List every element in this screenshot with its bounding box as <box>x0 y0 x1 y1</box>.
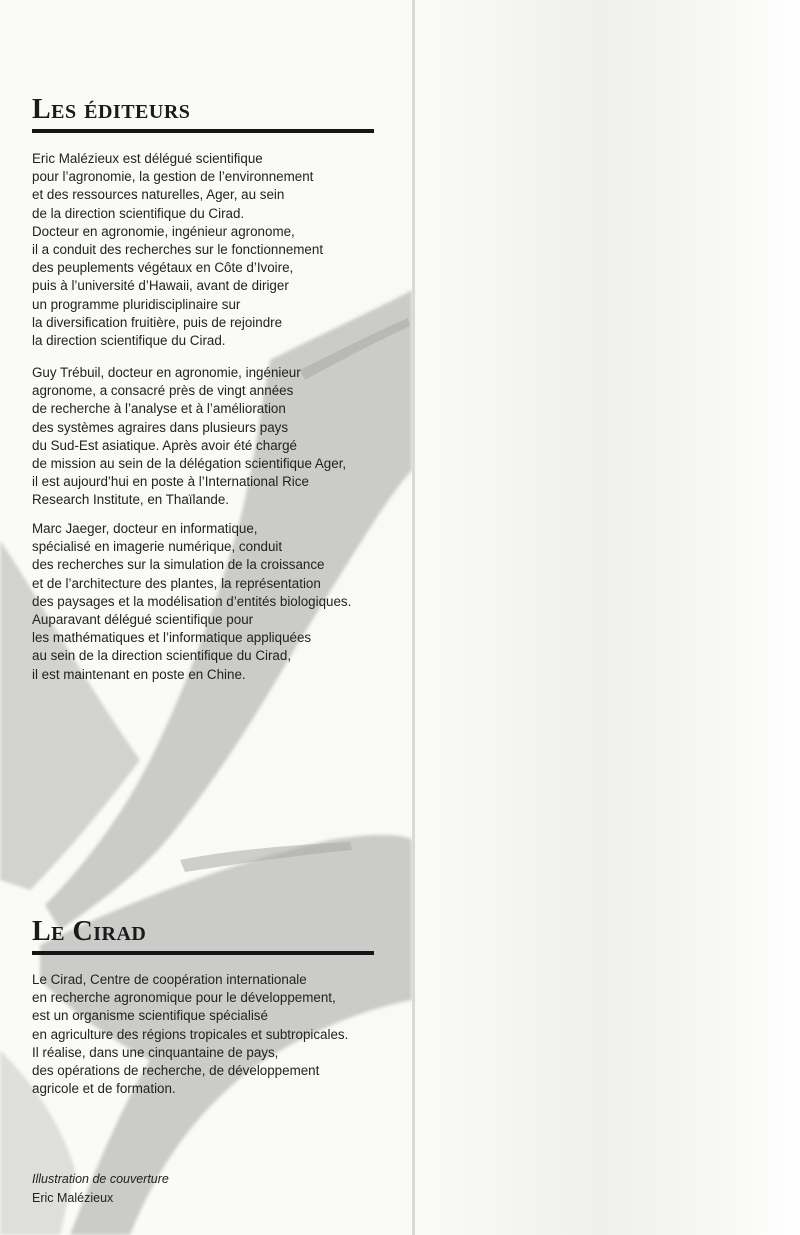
bio-malezieux: Eric Malézieux est délégué scientifique pour l’agronomie, la gestion de l’environnement et des ressources naturelles, Ager, au sein de la direction scientifique du Cirad. Docteur en agronomie, ingénieur agronome, il a conduit des recherches sur le fonctionnement des peuplements végétaux en Côte d’Ivoire, puis à l’université d’Hawaii, avant de diriger un programme pluridisciplinaire sur la diversification fruitière, puis de rejoindre la direction scientifique du Cirad. <box>32 151 324 349</box>
editeurs-heading-rule <box>32 129 374 133</box>
cirad-description: Le Cirad, Centre de coopération internationale en recherche agronomique pour le développement, est un organisme scientifique spécialisé en agriculture des régions tropicales et subtropicales. Il réalise, dans une cinquantaine de pays, des opérations de recherche, de développement agricole et de formation. <box>32 972 349 1097</box>
bio-trebuil: Guy Trébuil, docteur en agronomie, ingénieur agronome, a consacré près de vingt années de recherche à l’analyse et à l’amélioration des systèmes agraires dans plusieurs pays du Sud-Est asiatique. Après avoir été chargé de mission au sein de la délégation scientifique Ager, il est aujourd’hui en poste à l’International Rice Research Institute, en Thaïlande. <box>32 365 347 508</box>
bio-jaeger: Marc Jaeger, docteur en informatique, spécialisé en imagerie numérique, conduit des recherches sur la simulation de la croissance et de l’architecture des plantes, la représentation des paysages et la modélisation d’entités biologiques. Auparavant délégué scientifique pour les mathématiques et l’informatique appliquées au sein de la direction scientifique du Cirad, il est maintenant en poste en Chine. <box>32 521 352 682</box>
cirad-heading-rule <box>32 951 374 955</box>
cover-credit-label: Illustration de couverture <box>32 1172 169 1186</box>
cover-credit-name: Eric Malézieux <box>32 1191 114 1205</box>
cirad-heading: Le Cirad <box>32 916 147 947</box>
editeurs-heading: Les éditeurs <box>32 94 191 125</box>
cover-credit <box>32 1170 169 1208</box>
